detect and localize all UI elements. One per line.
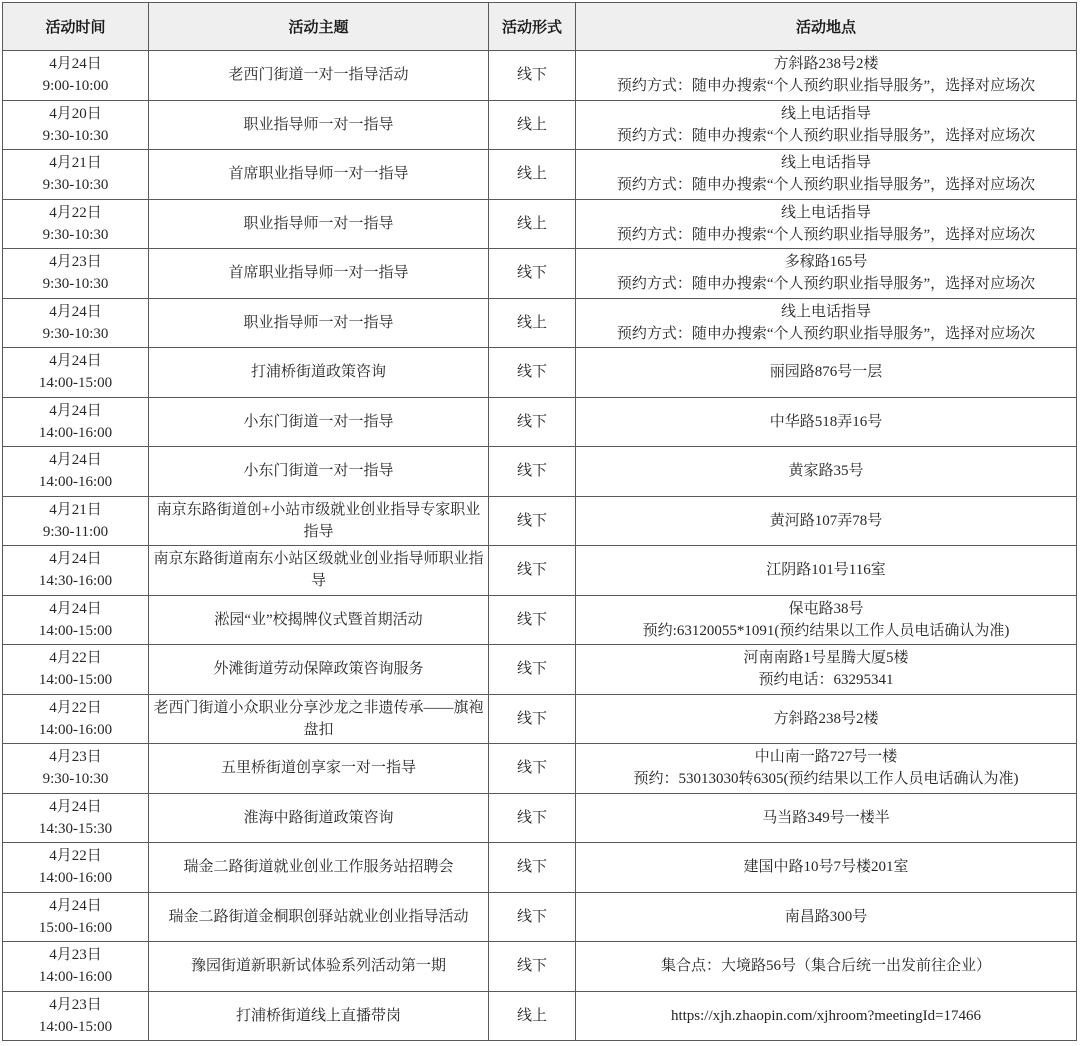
time-range: 14:30-15:30 — [38, 820, 113, 837]
col-header-activity-time: 活动时间 — [3, 3, 149, 51]
time-date: 4月24日 — [49, 303, 102, 320]
theme-cell: 小东门街道一对一指导 — [149, 397, 489, 447]
time-cell — [3, 645, 149, 695]
theme-cell: 瑞金二路街道就业创业工作服务站招聘会 — [149, 843, 489, 893]
time-cell — [3, 397, 149, 447]
time-date: 4月22日 — [49, 204, 102, 221]
table-body — [3, 51, 1077, 1041]
location-cell — [576, 100, 1077, 150]
time-date: 4月24日 — [49, 798, 102, 815]
location-line: 线上电话指导 — [780, 105, 871, 122]
location-cell — [576, 496, 1077, 546]
theme-cell: 打浦桥街道线上直播带岗 — [149, 991, 489, 1041]
format-cell: 线下 — [489, 793, 576, 843]
theme-cell: 南京东路街道创+小站市级就业创业指导专家职业指导 — [149, 496, 489, 546]
format-cell: 线上 — [489, 199, 576, 249]
header-row — [3, 3, 1077, 51]
time-cell — [3, 51, 149, 101]
location-line: 预约电话：63295341 — [758, 672, 894, 689]
location-cell — [576, 991, 1077, 1041]
time-cell — [3, 793, 149, 843]
time-date: 4月24日 — [49, 402, 102, 419]
theme-cell: 职业指导师一对一指导 — [149, 100, 489, 150]
time-cell — [3, 150, 149, 200]
time-cell — [3, 991, 149, 1041]
time-range: 15:00-16:00 — [38, 919, 113, 936]
table-row — [3, 595, 1077, 645]
table-row — [3, 51, 1077, 101]
time-range: 9:30-10:30 — [42, 127, 109, 144]
format-cell: 线上 — [489, 298, 576, 348]
time-date: 4月24日 — [49, 56, 102, 73]
theme-cell: 首席职业指导师一对一指导 — [149, 249, 489, 299]
format-cell: 线下 — [489, 546, 576, 596]
location-cell — [576, 843, 1077, 893]
time-cell — [3, 694, 149, 744]
time-date: 4月23日 — [49, 947, 102, 964]
location-line: 集合点：大境路56号（集合后统一出发前往企业） — [660, 958, 991, 975]
location-line: 预约：53013030转6305(预约结果以工作人员电话确认为准) — [633, 771, 1019, 788]
location-cell — [576, 51, 1077, 101]
location-line: 预约方式：随申办搜索“个人预约职业指导服务”，选择对应场次 — [616, 78, 1036, 95]
theme-cell: 豫园街道新职新试体验系列活动第一期 — [149, 942, 489, 992]
table-row — [3, 100, 1077, 150]
format-cell: 线下 — [489, 892, 576, 942]
table-row — [3, 546, 1077, 596]
location-cell — [576, 249, 1077, 299]
theme-cell: 首席职业指导师一对一指导 — [149, 150, 489, 200]
theme-cell: 老西门街道小众职业分享沙龙之非遗传承——旗袍盘扣 — [149, 694, 489, 744]
col-header-activity-location: 活动地点 — [576, 3, 1077, 51]
location-cell — [576, 348, 1077, 398]
location-cell — [576, 150, 1077, 200]
theme-cell: 淞园“业”校揭牌仪式暨首期活动 — [149, 595, 489, 645]
time-range: 14:00-15:00 — [38, 375, 113, 392]
location-line: 预约方式：随申办搜索“个人预约职业指导服务”，选择对应场次 — [616, 127, 1036, 144]
time-range: 9:30-10:30 — [42, 325, 109, 342]
table-row — [3, 892, 1077, 942]
location-cell — [576, 298, 1077, 348]
location-cell — [576, 595, 1077, 645]
theme-cell: 职业指导师一对一指导 — [149, 298, 489, 348]
location-line: 河南南路1号星腾大厦5楼 — [743, 650, 909, 667]
time-date: 4月24日 — [49, 551, 102, 568]
col-header-activity-theme: 活动主题 — [149, 3, 489, 51]
location-cell — [576, 942, 1077, 992]
location-line: 方斜路238号2楼 — [773, 710, 879, 727]
time-date: 4月24日 — [49, 600, 102, 617]
theme-cell: 老西门街道一对一指导活动 — [149, 51, 489, 101]
time-range: 14:00-16:00 — [38, 721, 113, 738]
format-cell: 线下 — [489, 942, 576, 992]
location-line: 预约方式：随申办搜索“个人预约职业指导服务”，选择对应场次 — [616, 226, 1036, 243]
time-date: 4月21日 — [49, 501, 102, 518]
format-cell: 线下 — [489, 843, 576, 893]
time-cell — [3, 100, 149, 150]
location-cell — [576, 744, 1077, 794]
location-line: 南昌路300号 — [784, 908, 868, 925]
location-line: 预约方式：随申办搜索“个人预约职业指导服务”，选择对应场次 — [616, 325, 1036, 342]
time-date: 4月22日 — [49, 848, 102, 865]
time-cell — [3, 348, 149, 398]
location-line: 保屯路38号 — [788, 600, 864, 617]
activity-schedule-table — [2, 2, 1077, 1041]
location-line: 中山南一路727号一楼 — [754, 749, 898, 766]
time-range: 14:30-16:00 — [38, 573, 113, 590]
time-range: 14:00-16:00 — [38, 870, 113, 887]
table-row — [3, 942, 1077, 992]
time-date: 4月24日 — [49, 353, 102, 370]
table-row — [3, 150, 1077, 200]
format-cell: 线下 — [489, 595, 576, 645]
theme-cell: 职业指导师一对一指导 — [149, 199, 489, 249]
format-cell: 线上 — [489, 150, 576, 200]
location-cell — [576, 793, 1077, 843]
table-row — [3, 397, 1077, 447]
time-cell — [3, 496, 149, 546]
time-range: 14:00-16:00 — [38, 424, 113, 441]
format-cell: 线下 — [489, 744, 576, 794]
col-header-activity-format: 活动形式 — [489, 3, 576, 51]
time-range: 14:00-15:00 — [38, 1018, 113, 1035]
location-line: 预约方式：随申办搜索“个人预约职业指导服务”，选择对应场次 — [616, 177, 1036, 194]
time-cell — [3, 298, 149, 348]
location-cell — [576, 892, 1077, 942]
location-cell — [576, 199, 1077, 249]
format-cell: 线下 — [489, 496, 576, 546]
time-range: 14:00-16:00 — [38, 474, 113, 491]
time-range: 9:30-10:30 — [42, 771, 109, 788]
time-cell — [3, 447, 149, 497]
time-cell — [3, 892, 149, 942]
table-row — [3, 645, 1077, 695]
time-range: 9:30-11:00 — [42, 523, 109, 540]
location-line: 江阴路101号116室 — [766, 562, 886, 579]
location-line: 预约:63120055*1091(预约结果以工作人员电话确认为准) — [642, 622, 1010, 639]
table-row — [3, 348, 1077, 398]
time-date: 4月23日 — [49, 996, 102, 1013]
location-line: 丽园路876号一层 — [769, 364, 883, 381]
theme-cell: 瑞金二路街道金桐职创驿站就业创业指导活动 — [149, 892, 489, 942]
location-line: 方斜路238号2楼 — [773, 56, 879, 73]
location-line: 中华路518弄16号 — [769, 413, 883, 430]
theme-cell: 小东门街道一对一指导 — [149, 447, 489, 497]
theme-cell: 五里桥街道创享家一对一指导 — [149, 744, 489, 794]
table-row — [3, 744, 1077, 794]
time-range: 14:00-15:00 — [38, 672, 113, 689]
time-date: 4月20日 — [49, 105, 102, 122]
time-cell — [3, 546, 149, 596]
location-line: 线上电话指导 — [780, 303, 871, 320]
format-cell: 线下 — [489, 694, 576, 744]
location-cell — [576, 645, 1077, 695]
location-line: 马当路349号一楼半 — [762, 809, 890, 826]
location-cell — [576, 397, 1077, 447]
table-row — [3, 199, 1077, 249]
time-date: 4月22日 — [49, 650, 102, 667]
time-cell — [3, 843, 149, 893]
table-row — [3, 843, 1077, 893]
location-line: 预约方式：随申办搜索“个人预约职业指导服务”，选择对应场次 — [616, 276, 1036, 293]
time-cell — [3, 744, 149, 794]
format-cell: 线下 — [489, 51, 576, 101]
location-cell — [576, 694, 1077, 744]
location-line: 多稼路165号 — [784, 254, 868, 271]
location-line: 线上电话指导 — [780, 204, 871, 221]
time-cell — [3, 595, 149, 645]
time-date: 4月23日 — [49, 749, 102, 766]
time-range: 9:30-10:30 — [42, 226, 109, 243]
format-cell: 线下 — [489, 447, 576, 497]
time-date: 4月24日 — [49, 897, 102, 914]
time-cell — [3, 942, 149, 992]
theme-cell: 打浦桥街道政策咨询 — [149, 348, 489, 398]
location-line: https://xjh.zhaopin.com/xjhroom?meetingId=17466 — [670, 1007, 982, 1024]
time-range: 9:00-10:00 — [42, 78, 109, 95]
time-cell — [3, 199, 149, 249]
format-cell: 线下 — [489, 249, 576, 299]
theme-cell: 南京东路街道南东小站区级就业创业指导师职业指导 — [149, 546, 489, 596]
time-date: 4月22日 — [49, 699, 102, 716]
time-cell — [3, 249, 149, 299]
table-row — [3, 298, 1077, 348]
theme-cell: 淮海中路街道政策咨询 — [149, 793, 489, 843]
time-range: 9:30-10:30 — [42, 177, 109, 194]
table-row — [3, 249, 1077, 299]
time-range: 9:30-10:30 — [42, 276, 109, 293]
location-line: 黄河路107弄78号 — [769, 512, 883, 529]
theme-cell: 外滩街道劳动保障政策咨询服务 — [149, 645, 489, 695]
table-row — [3, 447, 1077, 497]
location-line: 黄家路35号 — [788, 463, 864, 480]
time-date: 4月24日 — [49, 452, 102, 469]
location-cell — [576, 546, 1077, 596]
table-row — [3, 496, 1077, 546]
table-row — [3, 793, 1077, 843]
location-cell — [576, 447, 1077, 497]
table-row — [3, 694, 1077, 744]
location-line: 线上电话指导 — [780, 155, 871, 172]
table-row — [3, 991, 1077, 1041]
format-cell: 线下 — [489, 348, 576, 398]
time-date: 4月23日 — [49, 254, 102, 271]
format-cell: 线上 — [489, 991, 576, 1041]
time-date: 4月21日 — [49, 155, 102, 172]
format-cell: 线下 — [489, 645, 576, 695]
format-cell: 线上 — [489, 100, 576, 150]
time-range: 14:00-16:00 — [38, 969, 113, 986]
format-cell: 线下 — [489, 397, 576, 447]
time-range: 14:00-15:00 — [38, 622, 113, 639]
location-line: 建国中路10号7号楼201室 — [743, 859, 909, 876]
